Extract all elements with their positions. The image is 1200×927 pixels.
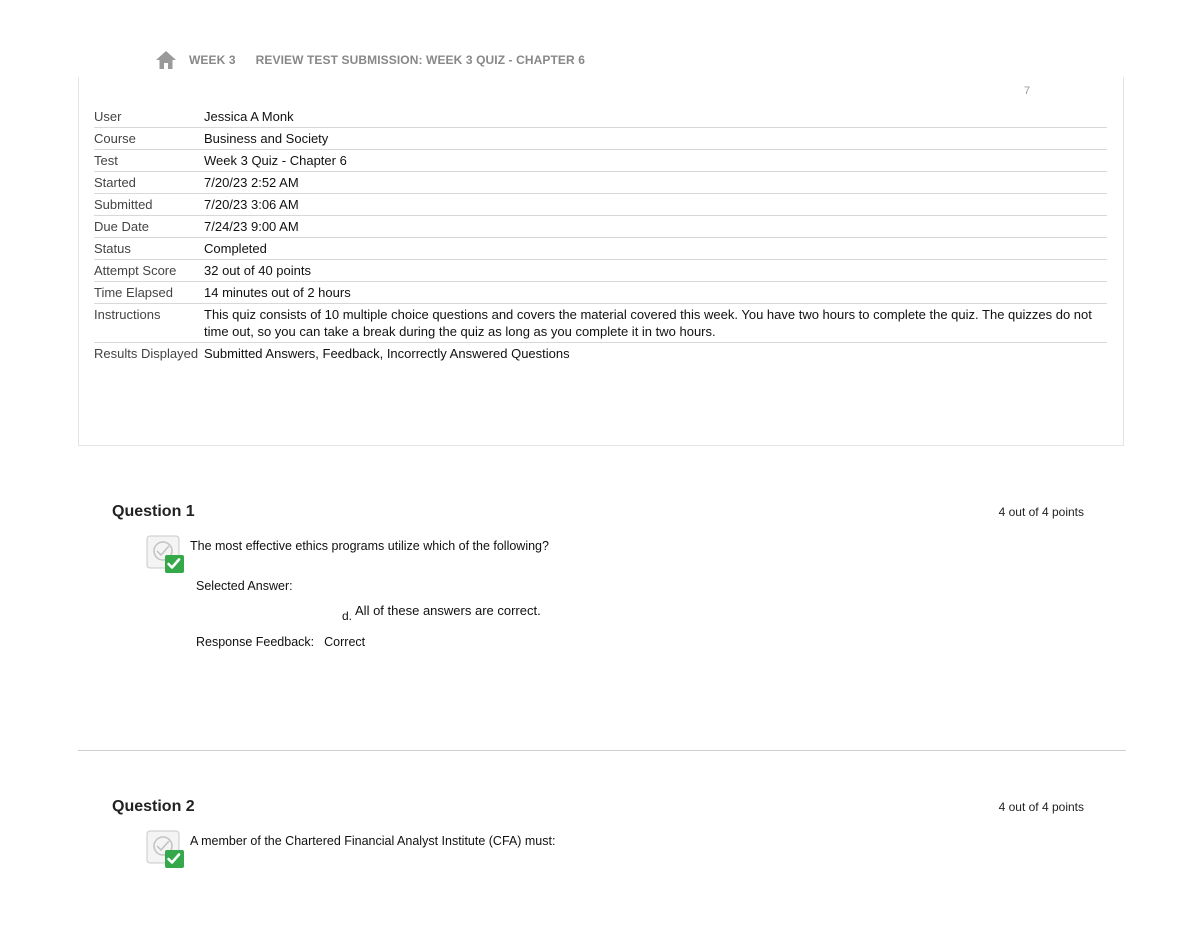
summary-label: Results Displayed <box>94 346 199 361</box>
summary-value: 32 out of 40 points <box>204 260 1107 282</box>
summary-label: Started <box>94 172 204 194</box>
summary-value: 7/24/23 9:00 AM <box>204 216 1107 238</box>
question-1 <box>112 503 1084 673</box>
summary-value: This quiz consists of 10 multiple choice questions and covers the material covered this week. You have two hours to complete the quiz. The quizzes do not time out, so you can take a break during the quiz as long as you complete it in two hours. <box>204 304 1107 343</box>
summary-label: Time Elapsed <box>94 282 204 304</box>
question-text: The most effective ethics programs utilize which of the following? <box>190 539 549 553</box>
breadcrumb-item-week[interactable]: WEEK 3 <box>189 53 236 67</box>
summary-value: Jessica A Monk <box>204 106 1107 128</box>
selected-answer-label: Selected Answer: <box>196 579 293 593</box>
summary-value: Business and Society <box>204 128 1107 150</box>
summary-label: Due Date <box>94 216 204 238</box>
summary-label: Submitted <box>94 194 204 216</box>
summary-row-test <box>94 150 1107 172</box>
summary-value: Submitted Answers, Feedback, Incorrectly Answered Questions <box>204 346 570 361</box>
summary-label: Course <box>94 128 204 150</box>
summary-row-started <box>94 172 1107 194</box>
summary-label: User <box>94 106 204 128</box>
summary-row-attempt-score <box>94 260 1107 282</box>
summary-row-user <box>94 106 1107 128</box>
summary-label: Status <box>94 238 204 260</box>
response-feedback-label: Response Feedback: <box>196 635 315 649</box>
question-2 <box>112 798 1084 888</box>
question-title: Question 2 <box>112 798 195 815</box>
summary-row-due-date <box>94 216 1107 238</box>
summary-row-results-displayed <box>94 343 1107 365</box>
question-title: Question 1 <box>112 503 195 520</box>
selected-answer <box>342 603 541 623</box>
home-icon[interactable] <box>155 50 177 70</box>
response-feedback <box>196 635 365 649</box>
summary-value: 7/20/23 3:06 AM <box>204 194 1107 216</box>
summary-value: Week 3 Quiz - Chapter 6 <box>204 150 1107 172</box>
summary-row-time-elapsed <box>94 282 1107 304</box>
summary-value: 7/20/23 2:52 AM <box>204 172 1107 194</box>
summary-row-status <box>94 238 1107 260</box>
breadcrumb-item-review: REVIEW TEST SUBMISSION: WEEK 3 QUIZ - CHAPTER 6 <box>255 53 586 67</box>
breadcrumb <box>155 50 605 70</box>
question-points: 4 out of 4 points <box>998 800 1084 814</box>
question-text: A member of the Chartered Financial Analyst Institute (CFA) must: <box>190 834 556 848</box>
correct-check-icon <box>146 830 186 870</box>
panel-corner-mark: 7 <box>1024 85 1031 97</box>
question-points: 4 out of 4 points <box>998 505 1084 519</box>
summary-row-submitted <box>94 194 1107 216</box>
question-divider <box>78 750 1126 751</box>
selected-answer-letter: d. <box>342 609 353 623</box>
summary-label: Attempt Score <box>94 260 204 282</box>
summary-row-instructions <box>94 304 1107 343</box>
summary-label: Test <box>94 150 204 172</box>
summary-value: 14 minutes out of 2 hours <box>204 282 1107 304</box>
summary-label: Instructions <box>94 304 204 343</box>
summary-row-course <box>94 128 1107 150</box>
correct-check-icon <box>146 535 186 575</box>
summary-table <box>94 106 1107 364</box>
response-feedback-value: Correct <box>324 635 366 649</box>
selected-answer-text: All of these answers are correct. <box>355 603 541 618</box>
summary-value: Completed <box>204 238 1107 260</box>
